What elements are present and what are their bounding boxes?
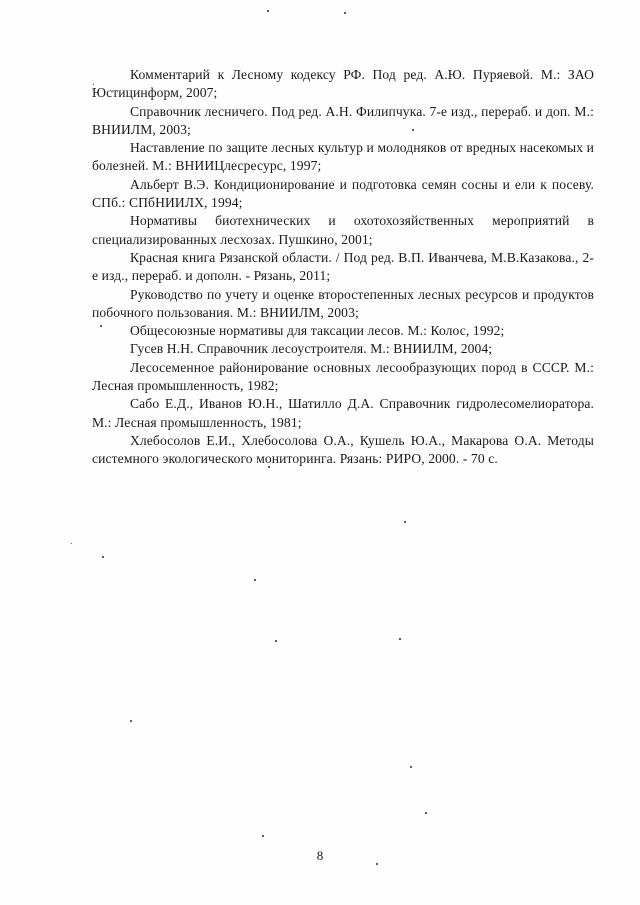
scan-speck: [130, 720, 132, 722]
reference-item: Общесоюзные нормативы для таксации лесов. М.: Колос, 1992;: [130, 323, 505, 339]
scan-speck: [404, 521, 406, 523]
scan-speck: [268, 466, 270, 468]
scan-speck: [262, 835, 264, 837]
scan-speck: [102, 556, 104, 558]
scan-speck: [344, 12, 346, 14]
reference-item: Справочник лесничего. Под ред. А.Н. Филипчука. 7-е изд., перераб. и доп. М.: ВНИИЛМ, 2003;: [92, 103, 594, 137]
reference-item: Лесосеменное районирование основных лесообразующих пород в СССР. М.: Лесная промышленность, 1982;: [92, 359, 594, 394]
scan-speck: [254, 579, 256, 581]
scan-speck: [71, 543, 72, 544]
reference-item: Красная книга Рязанской области. / Под ред. В.П. Иванчева, М.В.Казакова., 2-е изд., перераб. и дополн. - Рязань, 2011;: [92, 249, 594, 284]
reference-item: Комментарий к Лесному кодексу РФ. Под ред. А.Ю. Пуряевой. М.: ЗАО Юстицинформ, 2007;: [92, 67, 594, 101]
scan-speck: [425, 812, 427, 814]
scan-speck: [410, 766, 412, 768]
scan-speck: [275, 640, 277, 642]
reference-item: Руководство по учету и оценке второстепенных лесных ресурсов и продуктов побочного пользования. М.: ВНИИЛМ, 2003;: [92, 286, 594, 320]
reference-item: Хлебосолов Е.И., Хлебосолова О.А., Кушель Ю.А., Макарова О.А. Методы системного экологического мониторинга. Рязань: РИРО, 2000. - 70 с.: [92, 432, 594, 467]
reference-item: Гусев Н.Н. Справочник лесоустроителя. М.: ВНИИЛМ, 2004;: [130, 341, 493, 357]
reference-item: Сабо Е.Д., Иванов Ю.Н., Шатилло Д.А. Справочник гидролесомелиоратора. М.: Лесная промышленность, 1981;: [92, 396, 594, 430]
scan-speck: [399, 638, 401, 640]
scan-speck: [412, 129, 414, 131]
reference-item: Наставление по защите лесных культур и молодняков от вредных насекомых и болезней. М.: ВНИИЦлесресурс, 1997;: [92, 140, 594, 174]
scan-speck: [376, 863, 378, 865]
scan-speck: [267, 10, 269, 12]
reference-list: [92, 66, 594, 469]
reference-item: Нормативы биотехнических и охотохозяйственных мероприятий в специализированных лесхозах. Пушкино, 2001;: [92, 213, 594, 247]
page-number: 8: [316, 848, 324, 863]
reference-item: Альберт В.Э. Кондиционирование и подготовка семян сосны и ели к посеву. СПб.: СПбНИИЛХ, 1994;: [92, 176, 594, 211]
scan-speck: [100, 325, 102, 327]
scan-speck: [93, 84, 94, 85]
